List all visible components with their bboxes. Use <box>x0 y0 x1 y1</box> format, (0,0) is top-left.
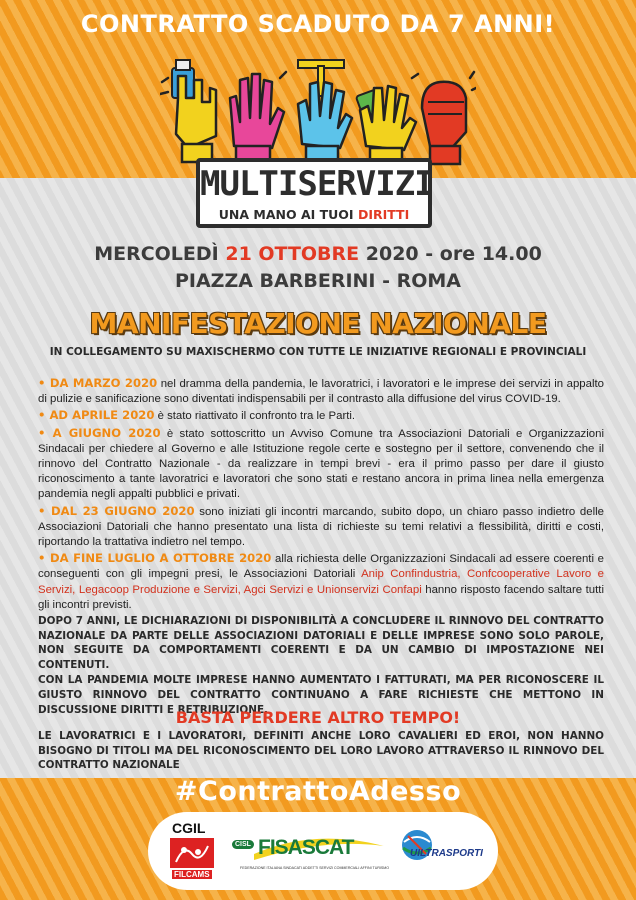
basta-slogan: BASTA PERDERE ALTRO TEMPO! <box>175 708 461 727</box>
paragraph-text: è stato sottoscritto un Avviso Comune tra Associazioni Datoriali e Organizzazioni Sindacali per chiedere al Governo e alle Istituzione regole certe e sostegno per il settore, convenendo che il rinnovo del Contratto Nazionale - da realizzare in tempi brevi - era il primo passo per dare il giusto riconoscimento a tante lavoratrici e lavoratori che sono stati e restano ancora in prima linea nella emergenza pandemia negli appalti pubblici e privati. <box>38 427 604 501</box>
uiltrasporti-logo <box>400 828 490 874</box>
logo-title: MULTISERVIZI <box>200 164 434 204</box>
paragraph-bullet: • AD APRILE 2020 <box>38 408 155 423</box>
paragraph-text-after: hanno risposto facendo saltare tutti gli incontri previsti. <box>38 583 604 611</box>
paragraph-bullet: • DA MARZO 2020 <box>38 376 158 390</box>
event-day: MERCOLEDÌ <box>94 243 226 265</box>
headline: CONTRATTO SCADUTO DA 7 ANNI! <box>80 10 556 38</box>
paragraph-bullet: • A GIUGNO 2020 <box>38 425 161 440</box>
red-fist-glove-icon <box>422 82 466 164</box>
paragraph <box>38 408 604 424</box>
paragraph <box>38 376 604 407</box>
paragraph-text: nel dramma della pandemia, le lavoratrici, i lavoratori e le imprese dei servizi in appalto di pulizie e sanificazione sono diventati indispensabili per il contrasto alla diffusione del virus COVID-19. <box>38 378 604 406</box>
manifestazione-title: MANIFESTAZIONE NAZIONALE <box>89 307 547 340</box>
hashtag: #ContrattoAdesso <box>174 776 462 807</box>
cgil-label: CGIL <box>172 820 206 836</box>
pink-glove-icon <box>230 74 284 164</box>
sponge-glove-icon <box>356 86 416 164</box>
manifestazione-subtitle: IN COLLEGAMENTO SU MAXISCHERMO CON TUTTE LE INIZIATIVE REGIONALI E PROVINCIALI <box>49 346 587 358</box>
filcams-label: FILCAMS <box>174 870 210 879</box>
employer-associations: Anip Confindustria, Confcooperative Lavoro e Servizi, Legacoop Produzione e Servizi, Agci Servizi e Unionservizi Confapi <box>38 568 604 596</box>
event-place: PIAZZA BARBERINI - ROMA <box>174 270 462 292</box>
cgil-flag-icon <box>170 838 214 868</box>
event-year-time: 2020 - ore 14.00 <box>359 243 542 265</box>
fisascat-cisl-logo <box>232 830 392 878</box>
paragraph <box>38 504 604 551</box>
lavoratori-statement: LE LAVORATRICI E I LAVORATORI, DEFINITI ANCHE LORO CAVALIERI ED EROI, NON HANNO BISOGNO DI TITOLI MA DEL RICONOSCIMENTO DEL LORO LAVORO ATTRAVERSO IL RINNOVO DEL CONTRATTO NAZIONALE <box>38 730 604 772</box>
paragraph-bullet: • DA FINE LUGLIO A OTTOBRE 2020 <box>38 551 272 566</box>
blue-glove-icon <box>298 60 352 164</box>
paragraph-text: sono iniziati gli incontri marcando, subito dopo, un chiaro passo indietro delle Associazioni Datoriali che hanno presentato una lista di richieste su temi relativi a flessibilità, diritti e costi, riportando la trattativa indietro nel tempo. <box>38 505 604 549</box>
logo-subtitle-highlight: DIRITTI <box>357 207 410 222</box>
union-logos-bar <box>148 812 498 890</box>
logo-subtitle <box>200 207 428 222</box>
multiservizi-logo <box>196 158 432 228</box>
paragraph <box>38 551 604 613</box>
event-date: 21 OTTOBRE <box>225 243 360 265</box>
cisl-label: CISL <box>232 840 254 849</box>
event-date-line <box>0 243 636 265</box>
yellow-glove-icon <box>172 60 216 162</box>
caps-statement-1: DOPO 7 ANNI, LE DICHIARAZIONI DI DISPONIBILITÀ A CONCLUDERE IL RINNOVO DEL CONTRATTO NAZIONALE DA PARTE DELLE ASSOCIAZIONI DATORIALI E DELLE IMPRESE SONO SOLO PAROLE, NON SEGUITE DA COMPORTAMENTI COERENTI E DA UN CAMBIO DI IMPOSTAZIONE NEI CONTENUTI. <box>38 615 604 671</box>
caps-statement-2: CON LA PANDEMIA MOLTE IMPRESE HANNO AUMENTATO I FATTURATI, MA PER RICONOSCERE IL GIUSTO RINNOVO DEL CONTRATTO CONTINUANO A FARE RICHIESTE CHE METTONO IN DISCUSSIONE DIRITTI E RETRIBUZIONE. <box>38 674 604 716</box>
paragraph-bullet: • DAL 23 GIUGNO 2020 <box>38 503 195 518</box>
cgil-filcams-logo <box>166 820 218 882</box>
fisascat-caption: FEDERAZIONE ITALIANA SINDACATI ADDETTI SERVIZI COMMERCIALI AFFINI TURISMO <box>240 866 390 870</box>
paragraph-text: alla richiesta delle Organizzazioni Sindacali ad essere coerenti e conseguenti con gli impegni presi, le Associazioni Datoriali <box>38 553 605 581</box>
paragraph-text: è stato riattivato il confronto tra le Parti. <box>154 410 356 423</box>
logo-subtitle-prefix: UNA MANO AI TUOI <box>218 207 358 222</box>
body-text <box>38 376 604 718</box>
uiltrasporti-label: UILTRASPORTI <box>410 848 483 859</box>
paragraph <box>38 426 604 503</box>
gloved-hands-illustration <box>160 58 476 168</box>
fisascat-label: FISASCAT <box>258 836 354 859</box>
